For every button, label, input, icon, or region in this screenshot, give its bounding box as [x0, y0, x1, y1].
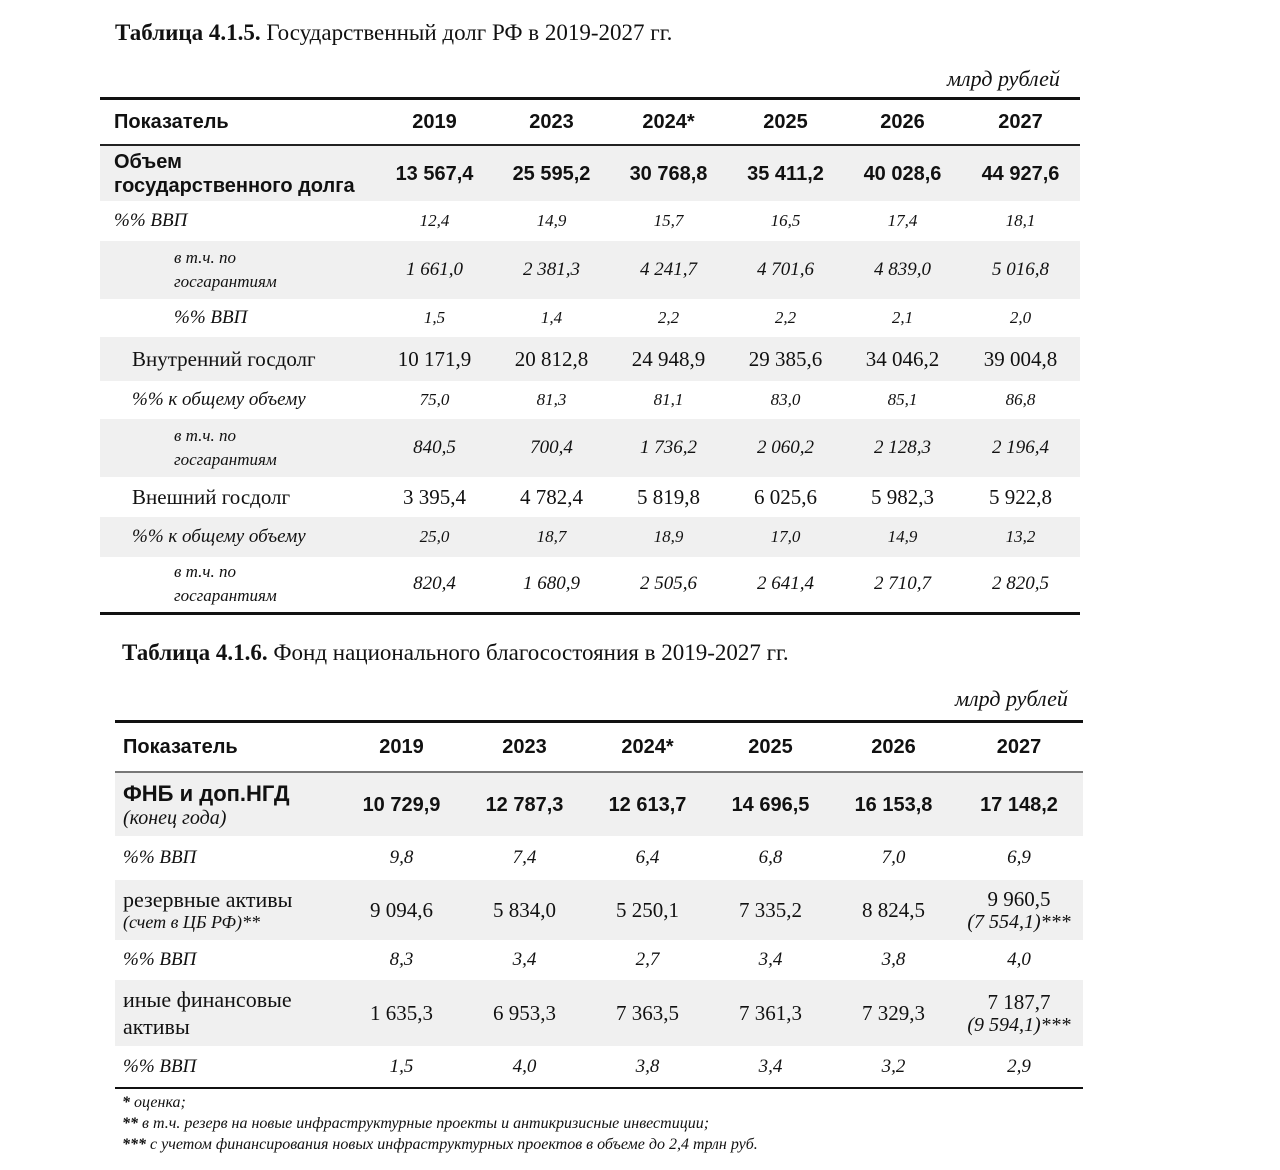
cell-value: 7,0	[881, 847, 906, 868]
footnotes	[122, 1092, 758, 1155]
table-row	[115, 980, 1083, 1046]
cell-value: 2 060,2	[727, 419, 844, 477]
cell-value: 9,8	[389, 847, 414, 868]
table-row	[100, 201, 1080, 241]
cell-value: 2,1	[891, 308, 914, 327]
table-row	[100, 241, 1080, 299]
cell-value: 7 335,2	[709, 880, 832, 940]
cell-value: 16 153,8	[832, 772, 955, 836]
footnote-text: с учетом финансирования новых инфраструктурных проектов в объеме до 2,4 трлн руб.	[146, 1136, 758, 1153]
cell-value: 7 361,3	[709, 980, 832, 1046]
cell-value: 83,0	[770, 390, 801, 409]
row-label: %% ВВП	[114, 210, 188, 231]
cell-value: 3,4	[758, 1055, 783, 1077]
table-row	[115, 940, 1083, 980]
cell-value: 840,5	[376, 419, 493, 477]
table1-header-year: 2025	[727, 99, 844, 146]
cell-value: 2 710,7	[874, 573, 931, 595]
cell-value: 14,9	[844, 517, 961, 557]
table2-title	[122, 640, 789, 666]
cell-value: 12,4	[419, 211, 450, 230]
cell-value: 86,8	[1005, 390, 1036, 409]
cell-value: 85,1	[887, 390, 918, 409]
table2-header-year: 2019	[340, 722, 463, 773]
cell-value: 9 960,5	[987, 887, 1051, 911]
cell-value: 13 567,4	[376, 145, 493, 201]
cell-value: 6 953,3	[463, 980, 586, 1046]
table-row	[115, 772, 1083, 836]
cell-value: 10 729,9	[340, 772, 463, 836]
cell-value: 2 820,5	[992, 573, 1049, 595]
cell-value: 5 016,8	[961, 241, 1080, 299]
table-row	[115, 880, 1083, 940]
footnote	[122, 1092, 758, 1113]
cell-value: 5 250,1	[586, 880, 709, 940]
cell-value: 2,2	[774, 308, 797, 327]
row-label: %% к общему объему	[100, 517, 376, 557]
row-label: %% ВВП	[123, 847, 197, 868]
cell-value: 3,4	[512, 949, 537, 970]
footnote	[122, 1134, 758, 1155]
cell-value: 8 824,5	[832, 880, 955, 940]
cell-value: 3,8	[881, 949, 906, 970]
row-label: %% ВВП	[123, 1055, 197, 1077]
table-row	[100, 477, 1080, 517]
row-label: ФНБ и доп.НГД	[123, 780, 290, 806]
cell-value: 4 241,7	[610, 241, 727, 299]
cell-value: 700,4	[493, 419, 610, 477]
cell-value: 4,0	[512, 1055, 537, 1077]
cell-value: 2 505,6	[640, 573, 697, 595]
cell-value: 3,8	[635, 1055, 660, 1077]
cell-value: 34 046,2	[844, 337, 961, 381]
cell-value: 29 385,6	[727, 337, 844, 381]
cell-value: 81,1	[653, 390, 684, 409]
cell-value: 18,7	[493, 517, 610, 557]
cell-value: 9 094,6	[340, 880, 463, 940]
cell-value: 1,5	[423, 308, 446, 327]
table2-header-year: 2026	[832, 722, 955, 773]
row-label: в т.ч. по госгарантиям	[100, 241, 376, 299]
cell-value: 7 187,7	[987, 990, 1051, 1014]
cell-value: 2,7	[635, 949, 660, 970]
table-row	[100, 381, 1080, 419]
cell-value: 4 839,0	[844, 241, 961, 299]
cell-value: 2 196,4	[961, 419, 1080, 477]
cell-value: 2 128,3	[844, 419, 961, 477]
cell-value: 18,1	[1005, 211, 1036, 230]
cell-value: 1 661,0	[376, 241, 493, 299]
cell-value: 30 768,8	[610, 145, 727, 201]
cell-value: 24 948,9	[610, 337, 727, 381]
cell-value: 39 004,8	[961, 337, 1080, 381]
table-row	[100, 299, 1080, 337]
cell-value: 40 028,6	[844, 145, 961, 201]
cell-value: 25 595,2	[493, 145, 610, 201]
table1-header-year: 2023	[493, 99, 610, 146]
table2-unit: млрд рублей	[955, 686, 1068, 711]
row-label: иные финансовые активы	[115, 980, 340, 1046]
footnote-text: в т.ч. резерв на новые инфраструктурные проекты и антикризисные инвестиции;	[138, 1115, 710, 1132]
cell-value: 12 787,3	[463, 772, 586, 836]
row-label: в т.ч. по госгарантиям	[100, 419, 376, 477]
page-bottom-divider	[0, 1162, 1280, 1164]
table1-title-text: Государственный долг РФ в 2019-2027 гг.	[260, 20, 673, 45]
table2-header-year: 2024*	[586, 722, 709, 773]
cell-value: 820,4	[413, 573, 456, 595]
footnote-mark: *	[122, 1094, 130, 1111]
cell-value: 14,9	[536, 211, 567, 230]
cell-value: 5 982,3	[871, 484, 934, 509]
table1-header-year: 2027	[961, 99, 1080, 146]
cell-value: 16,5	[770, 211, 801, 230]
cell-value: 6,8	[758, 847, 783, 868]
footnote-text: оценка;	[130, 1094, 186, 1111]
cell-value: 7,4	[512, 847, 537, 868]
cell-value-multiline	[955, 880, 1083, 940]
row-label: в т.ч. по госгарантиям	[174, 562, 277, 606]
cell-value: 5 922,8	[989, 484, 1052, 509]
row-label: Внешний госдолг	[132, 484, 291, 509]
cell-value: 6,9	[1007, 847, 1031, 868]
row-label: %% ВВП	[123, 949, 197, 970]
cell-value: 17 148,2	[955, 772, 1083, 836]
cell-value: 2,9	[1007, 1055, 1031, 1077]
table2-header-year: 2023	[463, 722, 586, 773]
cell-value: 1 635,3	[340, 980, 463, 1046]
cell-value: 12 613,7	[586, 772, 709, 836]
cell-value: 17,4	[887, 211, 918, 230]
cell-value: 7 363,5	[586, 980, 709, 1046]
cell-value: 25,0	[376, 517, 493, 557]
footnote	[122, 1113, 758, 1134]
cell-value: 1 680,9	[523, 573, 580, 595]
table2-header-row	[115, 722, 1083, 773]
table1-header-year: 2024*	[610, 99, 727, 146]
table2-header-year: 2025	[709, 722, 832, 773]
table-row	[100, 517, 1080, 557]
row-label: Внутренний госдолг	[100, 337, 376, 381]
cell-value: 17,0	[727, 517, 844, 557]
table-row	[100, 145, 1080, 201]
table1-unit: млрд рублей	[947, 66, 1060, 91]
table-row	[100, 557, 1080, 613]
cell-value: 5 819,8	[637, 484, 700, 509]
row-label-cell	[115, 880, 340, 940]
cell-value: 1,5	[389, 1055, 414, 1077]
cell-value: 18,9	[610, 517, 727, 557]
cell-value: 4 782,4	[520, 484, 583, 509]
row-label-cell	[115, 772, 340, 836]
cell-value: 6,4	[635, 847, 660, 868]
cell-value: 2 381,3	[493, 241, 610, 299]
cell-value-note: (7 554,1)***	[967, 911, 1071, 933]
footnote-mark: ***	[122, 1136, 146, 1153]
cell-value: 7 329,3	[832, 980, 955, 1046]
cell-value: 35 411,2	[727, 145, 844, 201]
cell-value: 14 696,5	[709, 772, 832, 836]
cell-value: 4 701,6	[727, 241, 844, 299]
cell-value: 6 025,6	[754, 484, 817, 509]
cell-value: 2,0	[1009, 308, 1032, 327]
cell-value-note: (9 594,1)***	[967, 1014, 1071, 1036]
table1-header-label: Показатель	[100, 99, 376, 146]
table1-header-row	[100, 99, 1080, 146]
cell-value: 20 812,8	[493, 337, 610, 381]
row-label: %% ВВП	[174, 307, 248, 328]
table2-title-text: Фонд национального благосостояния в 2019-2027 гг.	[267, 640, 789, 665]
table1-header-year: 2019	[376, 99, 493, 146]
cell-value: 81,3	[536, 390, 567, 409]
table1-title-number: Таблица 4.1.5.	[115, 20, 261, 45]
cell-value: 5 834,0	[463, 880, 586, 940]
cell-value: 4,0	[1007, 949, 1031, 970]
table1-header-year: 2026	[844, 99, 961, 146]
cell-value: 8,3	[389, 949, 414, 970]
row-label: %% к общему объему	[132, 389, 306, 410]
cell-value: 1,4	[540, 308, 563, 327]
row-sublabel: (счет в ЦБ РФ)**	[123, 912, 260, 932]
table-row	[115, 836, 1083, 880]
table-row	[100, 419, 1080, 477]
cell-value: 2,2	[657, 308, 680, 327]
table-row	[100, 337, 1080, 381]
table2-header-year: 2027	[955, 722, 1083, 773]
cell-value-multiline	[955, 980, 1083, 1046]
cell-value: 3,2	[881, 1055, 906, 1077]
table2-header-label: Показатель	[115, 722, 340, 773]
row-sublabel: (конец года)	[123, 806, 227, 829]
row-label: Объем государственного долга	[100, 145, 376, 201]
cell-value: 15,7	[653, 211, 684, 230]
table1	[100, 97, 1080, 615]
footnote-mark: **	[122, 1115, 138, 1132]
table-row	[115, 1046, 1083, 1088]
row-label: резервные активы	[123, 887, 293, 912]
table2	[115, 720, 1083, 1089]
cell-value: 3,4	[758, 949, 783, 970]
cell-value: 13,2	[961, 517, 1080, 557]
cell-value: 75,0	[419, 390, 450, 409]
cell-value: 2 641,4	[757, 573, 814, 595]
table2-title-number: Таблица 4.1.6.	[122, 640, 268, 665]
table1-title	[115, 20, 672, 46]
cell-value: 10 171,9	[376, 337, 493, 381]
cell-value: 1 736,2	[610, 419, 727, 477]
cell-value: 44 927,6	[961, 145, 1080, 201]
cell-value: 3 395,4	[403, 484, 466, 509]
